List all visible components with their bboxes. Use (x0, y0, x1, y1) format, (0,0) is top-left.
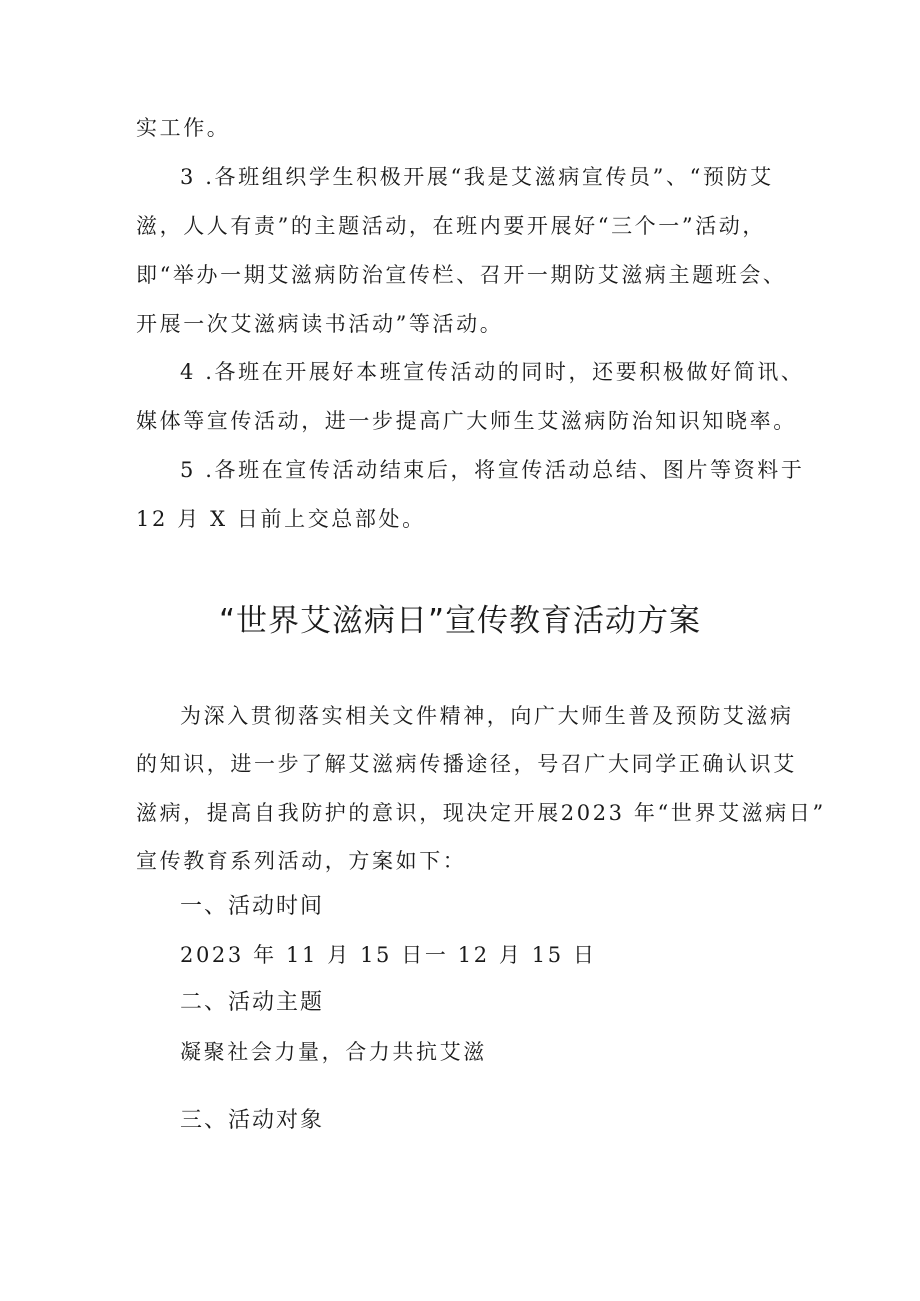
intro-line-2: 的知识，进一步了解艾滋病传播途径，号召广大同学正确认识艾 (136, 752, 797, 776)
section-content-theme: 凝聚社会力量，合力共抗艾滋 (180, 1040, 487, 1064)
item-4-line-2: 媒体等宣传活动，进一步提高广大师生艾滋病防治知识知晓率。 (136, 409, 797, 433)
paragraph-line: 实工作。 (136, 116, 231, 140)
section-heading-target: 三、活动对象 (180, 1108, 325, 1133)
item-3-line-4: 开展一次艾滋病读书活动”等活动。 (136, 312, 504, 336)
item-4-line-1: 4 .各班在开展好本班宣传活动的同时，还要积极做好简讯、 (180, 360, 805, 384)
item-5-line-2: 12 月 X 日前上交总部处。 (136, 507, 426, 531)
document-title: “世界艾滋病日”宣传教育活动方案 (218, 603, 702, 639)
section-content-time: 2023 年 11 月 15 日一 12 月 15 日 (180, 943, 597, 967)
intro-line-3: 滋病，提高自我防护的意识，现决定开展2023 年“世界艾滋病日” (136, 801, 826, 825)
item-3-line-1: 3 .各班组织学生积极开展“我是艾滋病宣传员”、“预防艾 (180, 165, 774, 189)
intro-line-1: 为深入贯彻落实相关文件精神，向广大师生普及预防艾滋病 (180, 704, 794, 728)
item-5-line-1: 5 .各班在宣传活动结束后，将宣传活动总结、图片等资料于 (180, 458, 805, 482)
section-heading-theme: 二、活动主题 (180, 990, 325, 1015)
item-3-line-2: 滋，人人有责”的主题活动，在班内要开展好“三个一”活动， (136, 214, 767, 238)
section-heading-time: 一、活动时间 (180, 894, 325, 919)
intro-line-4: 宣传教育系列活动，方案如下： (136, 849, 467, 873)
item-3-line-3: 即“举办一期艾滋病防治宣传栏、召开一期防艾滋病主题班会、 (136, 263, 787, 287)
